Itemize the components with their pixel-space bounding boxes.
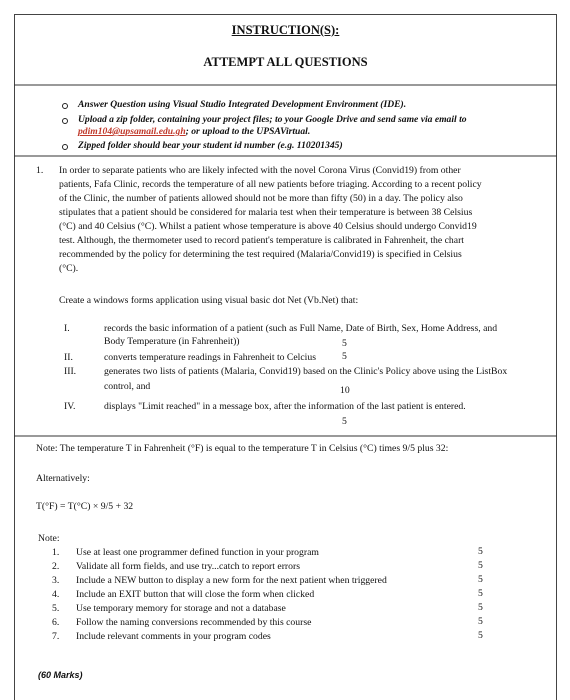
total-marks: (60 Marks) (38, 670, 83, 680)
task-mark: 5 (342, 351, 347, 362)
question-line: In order to separate patients who are likely infected with the novel Corona Virus (Convid19) from other (59, 165, 461, 176)
task-number: III. (64, 366, 77, 377)
task-text: displays "Limit reached" in a message box, after the information of the last patient is entered. (104, 401, 466, 412)
question-line: test. Although, the thermometer used to record patient's temperature is calibrated in Fahrenheit, the chart (59, 235, 464, 246)
note-item-mark: 5 (478, 546, 483, 557)
task-text: generates two lists of patients (Malaria, Convid19) based on the Clinic's Policy above using the ListBox (104, 366, 508, 377)
question-line: (°C). (59, 263, 79, 274)
note-item-text: Use temporary memory for storage and not a database (76, 603, 286, 614)
note-item-text: Follow the naming conversions recommended by this course (76, 617, 312, 628)
note-temperature: Note: The temperature T in Fahrenheit (°F) is equal to the temperature T in Celsius (°C) times 9/5 plus 32: (36, 443, 449, 454)
task-number: I. (64, 323, 70, 334)
task-text: converts temperature readings in Fahrenheit to Celcius (104, 352, 316, 363)
note-label: Note: (38, 533, 60, 544)
task-text: control, and (104, 381, 151, 392)
bullet-dot (62, 103, 68, 109)
task-text: records the basic information of a patient (such as Full Name, Date of Birth, Sex, Home Address, and (104, 323, 498, 334)
note-item-number: 3. (52, 575, 60, 586)
formula: T(°F) = T(°C) × 9/5 + 32 (36, 501, 134, 512)
question-number: 1. (36, 165, 44, 176)
bullet-dot (62, 144, 68, 150)
instructions-heading: INSTRUCTION(S): (231, 23, 340, 37)
alternatively-label: Alternatively: (36, 473, 90, 484)
upload-virtual-text: ; or upload to the UPSAVirtual. (185, 126, 311, 137)
attempt-all-heading: ATTEMPT ALL QUESTIONS (203, 55, 368, 69)
task-number: II. (64, 352, 73, 363)
question-line: patients, Fafa Clinic, records the temperature of all new patients before triaging. According to a recent policy (59, 179, 482, 190)
bullet-zip: Zipped folder should bear your student id number (e.g. 110201345) (78, 140, 343, 151)
note-item-mark: 5 (478, 560, 483, 571)
question-line: stipulates that a patient should be considered for malaria test when their temperature is between 38 Celsius (59, 207, 473, 218)
note-item-number: 4. (52, 589, 60, 600)
create-instruction: Create a windows forms application using visual basic dot Net (Vb.Net) that: (59, 295, 359, 306)
bullet-upload-cont (78, 126, 310, 137)
note-item-number: 5. (52, 603, 60, 614)
email-link[interactable]: pdim104@upsamail.edu.gh (78, 126, 186, 137)
question-line: (°C) and 40 Celsius (°C). Whilst a patient whose temperature is above 40 Celsius should undergo Convid19 (59, 221, 477, 232)
note-item-text: Include a NEW button to display a new form for the next patient when triggered (76, 575, 387, 586)
note-item-number: 1. (52, 547, 60, 558)
note-item-text: Include an EXIT button that will close the form when clicked (76, 589, 315, 600)
task-number: IV. (64, 401, 76, 412)
note-item-number: 7. (52, 631, 60, 642)
note-item-mark: 5 (478, 616, 483, 627)
note-item-text: Use at least one programmer defined function in your program (76, 547, 319, 558)
task-mark: 10 (340, 385, 350, 396)
note-item-mark: 5 (478, 630, 483, 641)
bullet-dot (62, 118, 68, 124)
note-item-mark: 5 (478, 588, 483, 599)
note-item-number: 2. (52, 561, 60, 572)
note-item-number: 6. (52, 617, 60, 628)
question-line: recommended by the policy for determining the test required (Malaria/Convid19) is specified in Celsius (59, 249, 462, 260)
note-item-text: Include relevant comments in your program codes (76, 631, 271, 642)
bullet-ide: Answer Question using Visual Studio Integrated Development Environment (IDE). (78, 99, 407, 110)
task-text: Body Temperature (in Fahrenheit)) (104, 336, 240, 347)
question-line: of the Clinic, the number of patients allowed should not be more than fifty (50) in a day. The policy also (59, 193, 463, 204)
bullet-upload: Upload a zip folder, containing your project files; to your Google Drive and send same via email to (78, 114, 467, 125)
note-item-mark: 5 (478, 574, 483, 585)
note-item-mark: 5 (478, 602, 483, 613)
task-mark: 5 (342, 416, 347, 427)
note-item-text: Validate all form fields, and use try...catch to report errors (76, 561, 300, 572)
task-mark: 5 (342, 338, 347, 349)
